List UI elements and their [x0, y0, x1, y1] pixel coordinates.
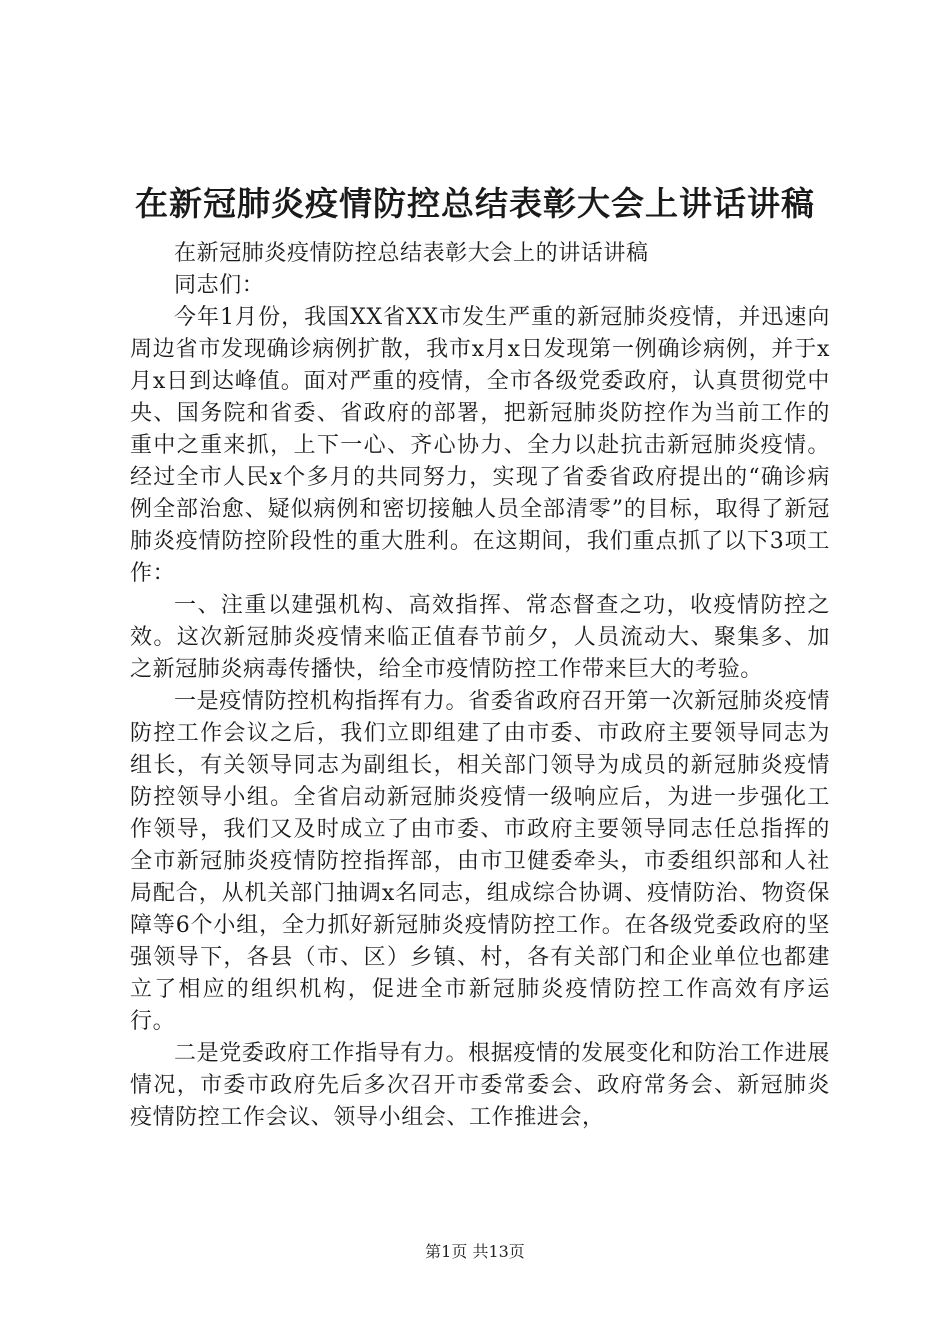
document-body: [130, 238, 830, 1134]
body-paragraph: 一是疫情防控机构指挥有力。省委省政府召开第一次新冠肺炎疫情防控工作会议之后，我们立即组建了由市委、市政府主要领导同志为组长，有关领导同志为副组长，相关部门领导为成员的新冠肺炎疫情防控领导小组。全省启动新冠肺炎疫情一级响应后，为进一步强化工作领导，我们又及时成立了由市委、市政府主要领导同志任总指挥的全市新冠肺炎疫情防控指挥部，由市卫健委牵头，市委组织部和人社局配合，从机关部门抽调x名同志，组成综合协调、疫情防治、物资保障等6个小组，全力抓好新冠肺炎疫情防控工作。在各级党委政府的坚强领导下，各县（市、区）乡镇、村，各有关部门和企业单位也都建立了相应的组织机构，促进全市新冠肺炎疫情防控工作高效有序运行。: [130, 689, 830, 1034]
body-paragraph: 二是党委政府工作指导有力。根据疫情的发展变化和防治工作进展情况，市委市政府先后多次召开市委常委会、政府常务会、新冠肺炎疫情防控工作会议、领导小组会、工作推进会，: [130, 1041, 830, 1130]
page-number-footer: 第1页 共13页: [425, 1242, 525, 1261]
salutation-paragraph: 同志们：: [174, 273, 265, 298]
document-title: 在新冠肺炎疫情防控总结表彰大会上讲话讲稿: [135, 184, 815, 223]
body-paragraph: 一、注重以建强机构、高效指挥、常态督查之功，收疫情防控之效。这次新冠肺炎疫情来临正值春节前夕，人员流动大、聚集多、加之新冠肺炎病毒传播快，给全市疫情防控工作带来巨大的考验。: [130, 593, 830, 682]
subtitle-paragraph: 在新冠肺炎疫情防控总结表彰大会上的讲话讲稿: [174, 241, 649, 266]
body-paragraph: 今年1月份，我国XX省XX市发生严重的新冠肺炎疫情，并迅速向周边省市发现确诊病例扩散，我市x月x日发现第一例确诊病例，并于x月x日到达峰值。面对严重的疫情，全市各级党委政府，认真贯彻党中央、国务院和省委、省政府的部署，把新冠肺炎防控作为当前工作的重中之重来抓，上下一心、齐心协力、全力以赴抗击新冠肺炎疫情。经过全市人民x个多月的共同努力，实现了省委省政府提出的“确诊病例全部治愈、疑似病例和密切接触人员全部清零”的目标，取得了新冠肺炎疫情防控阶段性的重大胜利。在这期间，我们重点抓了以下3项工作：: [130, 305, 830, 586]
